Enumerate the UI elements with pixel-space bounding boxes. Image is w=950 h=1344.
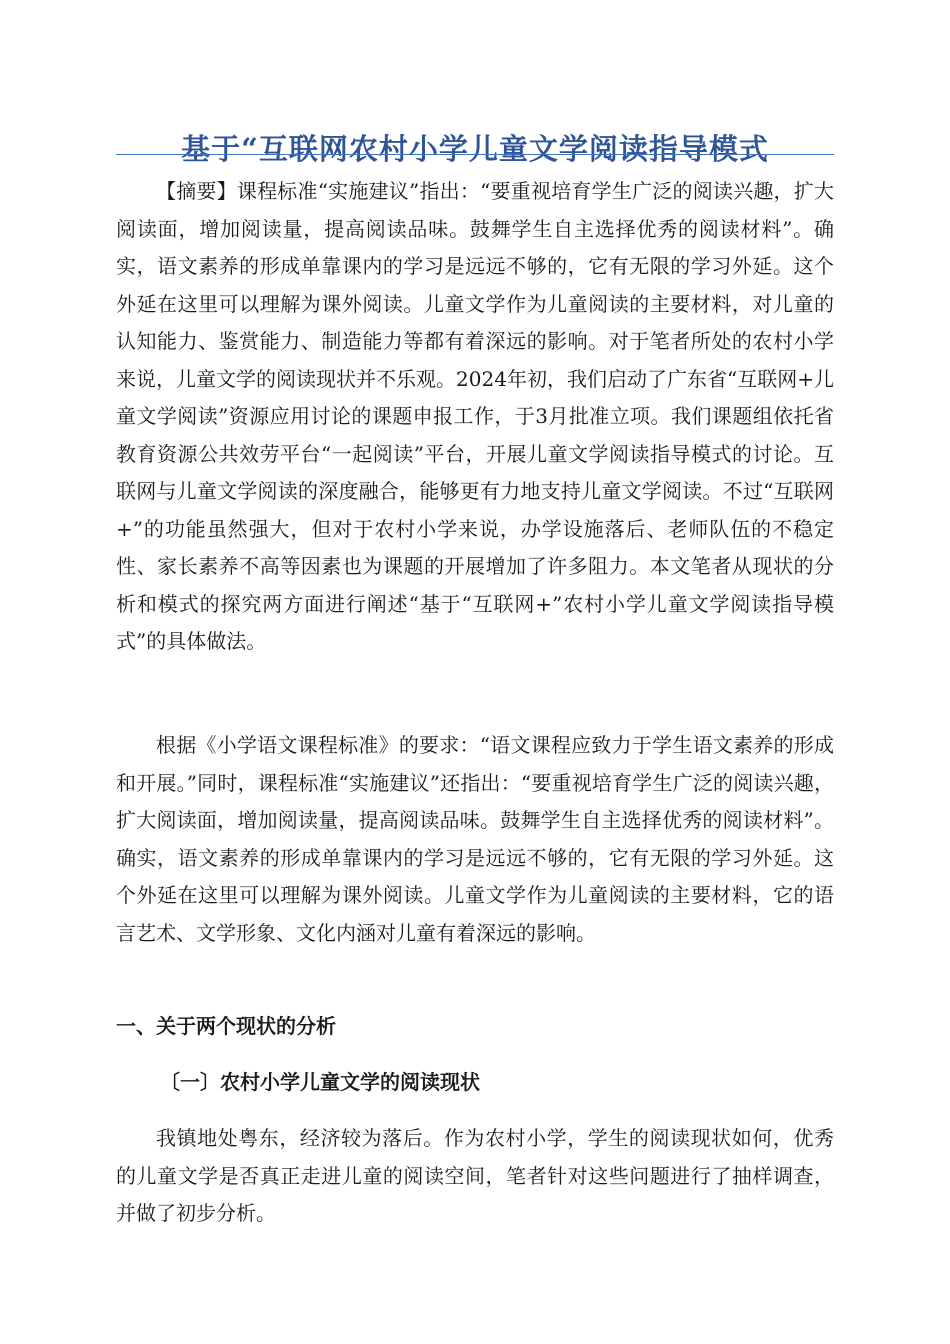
title-underline xyxy=(116,154,834,155)
abstract-paragraph: 【摘要】课程标准“实施建议”指出：“要重视培育学生广泛的阅读兴趣，扩大阅读面，增加阅读量，提高阅读品味。鼓舞学生自主选择优秀的阅读材料”。确实，语文素养的形成单靠课内的学习是远远不够的，它有无限的学习外延。这个外延在这里可以理解为课外阅读。儿童文学作为儿童阅读的主要材料，对儿童的认知能力、鉴赏能力、制造能力等都有着深远的影响。对于笔者所处的农村小学来说，儿童文学的阅读现状并不乐观。2024年初，我们启动了广东省“互联网+儿童文学阅读”资源应用讨论的课题申报工作，于3月批准立项。我们课题组依托省教育资源公共效劳平台“一起阅读”平台，开展儿童文学阅读指导模式的讨论。互联网与儿童文学阅读的深度融合，能够更有力地支持儿童文学阅读。不过“互联网+”的功能虽然强大，但对于农村小学来说，办学设施落后、老师队伍的不稳定性、家长素养不高等因素也为课题的开展增加了许多阻力。本文笔者从现状的分析和模式的探究两方面进行阐述“基于“互联网+”农村小学儿童文学阅读指导模式”的具体做法。 xyxy=(116,179,834,653)
curriculum-standard-paragraph: 根据《小学语文课程标准》的要求：“语文课程应致力于学生语文素养的形成和开展。”同时，课程标准“实施建议”还指出：“要重视培育学生广泛的阅读兴趣，扩大阅读面，增加阅读量，提高阅读品味。鼓舞学生自主选择优秀的阅读材料”。确实，语文素养的形成单靠课内的学习是远远不够的，它有无限的学习外延。这个外延在这里可以理解为课外阅读。儿童文学作为儿童阅读的主要材料，它的语言艺术、文学形象、文化内涵对儿童有着深远的影响。 xyxy=(116,733,834,945)
reading-status-paragraph: 我镇地处粤东，经济较为落后。作为农村小学，学生的阅读现状如何，优秀的儿童文学是否真正走进儿童的阅读空间，笔者针对这些问题进行了抽样调查，并做了初步分析。 xyxy=(116,1126,834,1225)
document-title: 基于“互联网农村小学儿童文学阅读指导模式 xyxy=(181,132,769,167)
subsection-heading: 〔一〕农村小学儿童文学的阅读现状 xyxy=(160,1070,480,1094)
section-heading: 一、关于两个现状的分析 xyxy=(116,1014,336,1038)
